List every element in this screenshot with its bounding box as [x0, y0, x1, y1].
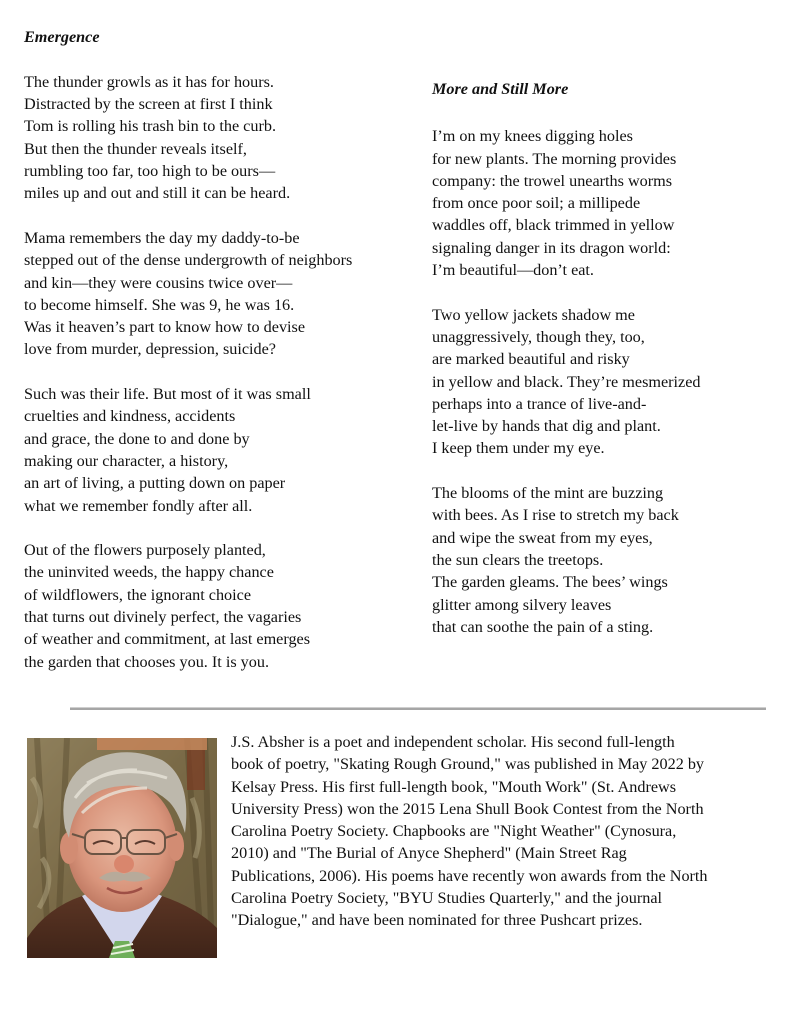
author-photo	[27, 738, 217, 958]
poem-line: and grace, the done to and done by	[24, 429, 250, 448]
author-bio	[231, 731, 776, 932]
poem-title: Emergence	[24, 28, 100, 46]
poem-line: The garden gleams. The bees’ wings	[432, 573, 668, 592]
poem-line: company: the trowel unearths worms	[432, 171, 673, 190]
poem-line: and wipe the sweat from my eyes,	[432, 528, 653, 547]
section-divider	[70, 707, 766, 710]
bio-line: Publications, 2006). His poems have recently won awards from the North	[231, 866, 708, 885]
poem-line: Tom is rolling his trash bin to the curb.	[24, 117, 276, 136]
stanza	[24, 383, 414, 517]
poem-line: that turns out divinely perfect, the vagaries	[24, 608, 302, 627]
poem-line: Mama remembers the day my daddy-to-be	[24, 228, 300, 247]
portrait-image	[27, 738, 217, 958]
bio-line: Carolina Poetry Society, "BYU Studies Quarterly," and the journal	[231, 889, 663, 908]
poem-line: Distracted by the screen at first I think	[24, 95, 273, 114]
poem-line: The thunder growls as it has for hours.	[24, 72, 274, 91]
bio-line: book of poetry, "Skating Rough Ground," was published in May 2022 by	[231, 755, 705, 774]
poem-line: the garden that chooses you. It is you.	[24, 652, 270, 671]
poem-line: making our character, a history,	[24, 451, 229, 470]
poem-more-and-still-more	[432, 78, 782, 660]
poem-line: I’m beautiful—don’t eat.	[432, 261, 594, 280]
poem-line: let-live by hands that dig and plant.	[432, 417, 661, 436]
poem-line: Two yellow jackets shadow me	[432, 305, 635, 324]
poem-line: miles up and out and still it can be heard.	[24, 184, 291, 203]
bio-line: "Dialogue," and have been nominated for three Pushcart prizes.	[231, 911, 643, 930]
poem-line: Out of the flowers purposely planted,	[24, 541, 266, 560]
stanza	[24, 539, 414, 673]
poem-line: what we remember fondly after all.	[24, 496, 253, 515]
poem-emergence	[24, 26, 414, 695]
stanza	[24, 71, 414, 205]
stanza	[24, 227, 414, 361]
poem-line: Such was their life. But most of it was small	[24, 385, 311, 404]
stanza	[432, 304, 782, 460]
poem-line: the uninvited weeds, the happy chance	[24, 563, 274, 582]
poem-line: waddles off, black trimmed in yellow	[432, 216, 675, 235]
poem-line: that can soothe the pain of a sting.	[432, 617, 654, 636]
poem-line: cruelties and kindness, accidents	[24, 407, 236, 426]
poem-line: love from murder, depression, suicide?	[24, 340, 276, 359]
poem-line: and kin—they were cousins twice over—	[24, 273, 293, 292]
poem-line: with bees. As I rise to stretch my back	[432, 506, 679, 525]
poem-line: an art of living, a putting down on paper	[24, 474, 286, 493]
stanza	[432, 482, 782, 638]
poem-line: of weather and commitment, at last emerges	[24, 630, 311, 649]
poem-line: in yellow and black. They’re mesmerized	[432, 372, 701, 391]
bio-line: Carolina Poetry Society. Chapbooks are "Night Weather" (Cynosura,	[231, 822, 677, 841]
bio-line: Kelsay Press. His first full-length book, "Mouth Work" (St. Andrews	[231, 777, 677, 796]
poem-line: The blooms of the mint are buzzing	[432, 484, 664, 503]
poem-line: unaggressively, though they, too,	[432, 327, 645, 346]
bio-line: J.S. Absher is a poet and independent scholar. His second full-length	[231, 733, 675, 751]
poem-line: I’m on my knees digging holes	[432, 127, 633, 146]
poem-line: I keep them under my eye.	[432, 439, 605, 458]
stanza	[432, 125, 782, 281]
poem-line: stepped out of the dense undergrowth of neighbors	[24, 251, 353, 270]
poem-line: glitter among silvery leaves	[432, 595, 612, 614]
poem-line: perhaps into a trance of live-and-	[432, 394, 647, 413]
poem-line: to become himself. She was 9, he was 16.	[24, 295, 295, 314]
bio-line: University Press) won the 2015 Lena Shull Book Contest from the North	[231, 799, 704, 818]
poem-line: of wildflowers, the ignorant choice	[24, 585, 252, 604]
poem-line: Was it heaven’s part to know how to devise	[24, 318, 306, 337]
poem-line: for new plants. The morning provides	[432, 149, 677, 168]
poem-line: signaling danger in its dragon world:	[432, 238, 671, 257]
poem-line: the sun clears the treetops.	[432, 550, 604, 569]
bio-line: 2010) and "The Burial of Anyce Shepherd" (Main Street Rag	[231, 844, 627, 863]
poem-line: from once poor soil; a millipede	[432, 194, 641, 213]
poem-title: More and Still More	[432, 80, 569, 98]
poem-line: are marked beautiful and risky	[432, 350, 630, 369]
poem-line: rumbling too far, too high to be ours—	[24, 162, 276, 181]
poem-line: But then the thunder reveals itself,	[24, 139, 247, 158]
